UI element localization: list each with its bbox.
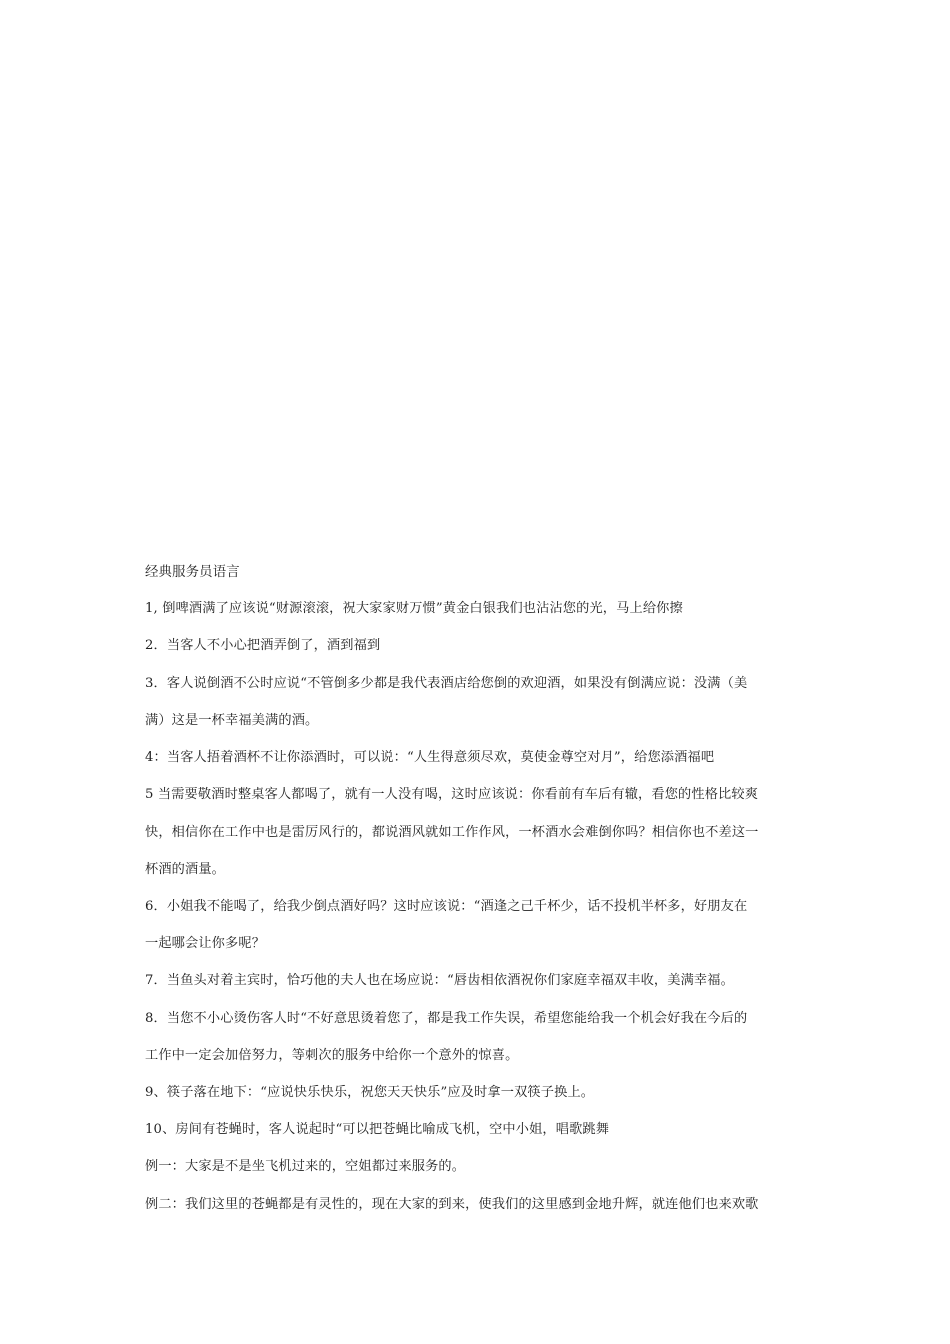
paragraph-line: 7．当鱼头对着主宾时，恰巧他的夫人也在场应说：“唇齿相依酒祝你们家庭幸福双丰收，美满幸福。 [145, 973, 734, 988]
paragraph-line: 满）这是一杯幸福美满的酒。 [145, 713, 319, 728]
paragraph-line: 8．当您不小心烫伤客人时“不好意思烫着您了，都是我工作失误，希望您能给我一个机会好我在今后的 [145, 1011, 748, 1026]
paragraph-line: 3．客人说倒酒不公时应说“不管倒多少都是我代表酒店给您倒的欢迎酒，如果没有倒满应说：没满（美 [145, 676, 748, 691]
paragraph-line: 2．当客人不小心把酒弄倒了，酒到福到 [145, 638, 381, 653]
paragraph-line: 一起哪会让你多呢？ [145, 936, 266, 951]
paragraph-line: 9、筷子落在地下：“应说快乐快乐，祝您天天快乐”应及时拿一双筷子换上。 [145, 1085, 595, 1100]
paragraph-line: 4：当客人捂着酒杯不让你添酒时，可以说：“人生得意须尽欢，莫使金尊空对月”，给您添酒福吧 [145, 750, 715, 765]
paragraph-line: 5 当需要敬酒时整桌客人都喝了，就有一人没有喝，这时应该说：你看前有车后有辙，看您的性格比较爽 [145, 787, 759, 802]
paragraph-line: 工作中一定会加倍努力，等刺次的服务中给你一个意外的惊喜。 [145, 1048, 519, 1063]
paragraph-line: 快，相信你在工作中也是雷厉风行的，都说酒风就如工作作风，一杯酒水会难倒你吗？相信你也不差这一 [145, 825, 759, 840]
paragraph-line: 杯酒的酒量。 [145, 862, 226, 877]
paragraph-line: 1, 倒啤酒满了应该说“财源滚滚，祝大家家财万惯”黄金白银我们也沾沾您的光，马上给你擦 [145, 601, 683, 616]
paragraph-line: 6．小姐我不能喝了，给我少倒点酒好吗？这时应该说：“酒逢之己千杯少，话不投机半杯多，好朋友在 [145, 899, 748, 914]
paragraph-line: 10、房间有苍蝇时，客人说起时“可以把苍蝇比喻成飞机，空中小姐，唱歌跳舞 [145, 1122, 610, 1137]
document-title: 经典服务员语言 [145, 565, 240, 580]
paragraph-line: 例一：大家是不是坐飞机过来的，空姐都过来服务的。 [145, 1159, 466, 1174]
paragraph-line: 例二：我们这里的苍蝇都是有灵性的，现在大家的到来，使我们的这里感到金地升辉，就连他们也来欢歌 [145, 1197, 759, 1212]
